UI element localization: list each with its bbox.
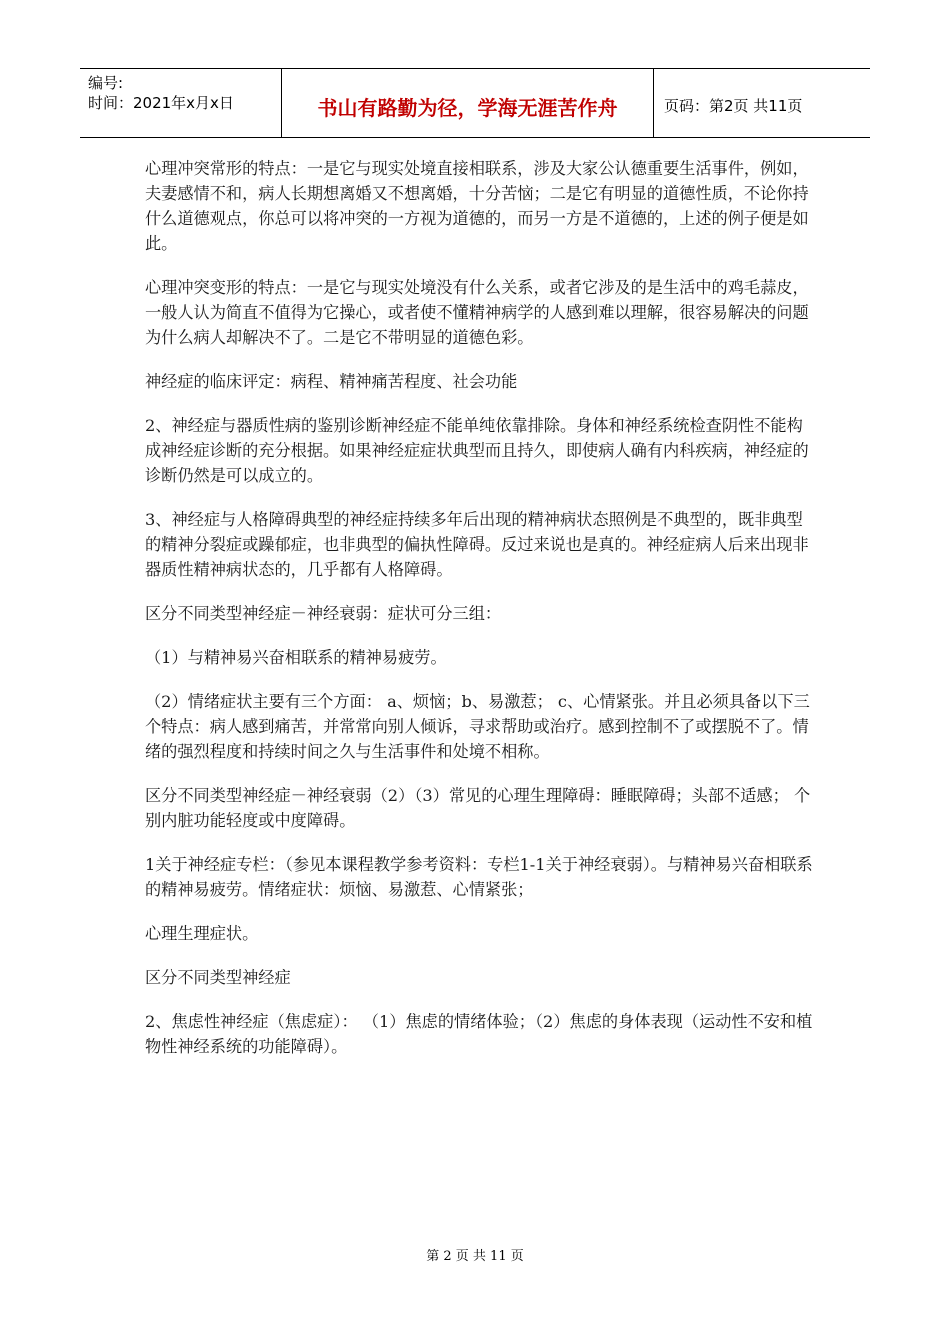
header-page-info: 页码：第2页 共11页	[664, 96, 803, 115]
page-footer: 第 2 页 共 11 页	[426, 1249, 524, 1264]
paragraph: 心理冲突变形的特点：一是它与现实处境没有什么关系，或者它涉及的是生活中的鸡毛蒜皮，一般人认为简直不值得为它操心，或者使不懂精神病学的人感到难以理解，很容易解决的问题为什么病人却解决不了。二是它不带明显的道德色彩。	[145, 278, 809, 347]
header-date-label: 时间：2021年x月x日	[88, 94, 234, 112]
paragraph: 2、神经症与器质性病的鉴别诊断神经症不能单纯依靠排除。身体和神经系统检查阴性不能构成神经症诊断的充分根据。如果神经症症状典型而且持久，即使病人确有内科疾病，神经症的诊断仍然是可以成立的。	[145, 416, 809, 485]
page-header	[80, 68, 870, 138]
paragraph: （2）情绪症状主要有三个方面： a、烦恼；b、易激惹； c、心情紧张。并且必须具备以下三个特点：病人感到痛苦，并常常向别人倾诉，寻求帮助或治疗。感到控制不了或摆脱不了。情绪的强烈程度和持续时间之久与生活事件和处境不相称。	[145, 692, 810, 761]
document-body	[145, 156, 815, 1078]
paragraph: 2、焦虑性神经症（焦虑症）： （1）焦虑的情绪体验；（2）焦虑的身体表现（运动性不安和植物性神经系统的功能障碍）。	[145, 1012, 813, 1056]
paragraph: 心理冲突常形的特点：一是它与现实处境直接相联系，涉及大家公认德重要生活事件，例如，夫妻感情不和，病人长期想离婚又不想离婚，十分苦恼；二是它有明显的道德性质，不论你持什么道德观点，你总可以将冲突的一方视为道德的，而另一方是不道德的，上述的例子便是如此。	[145, 159, 809, 253]
paragraph: （1）与精神易兴奋相联系的精神易疲劳。	[145, 648, 447, 667]
paragraph: 区分不同类型神经症－神经衰弱：症状可分三组：	[145, 604, 502, 623]
paragraph: 心理生理症状。	[145, 924, 259, 943]
paragraph: 区分不同类型神经症－神经衰弱（2）（3）常见的心理生理障碍：睡眠障碍；头部不适感； 个别内脏功能轻度或中度障碍。	[145, 786, 811, 830]
header-motto: 书山有路勤为径，学海无涯苦作舟	[282, 69, 654, 137]
paragraph: 区分不同类型神经症	[145, 968, 291, 987]
paragraph: 神经症的临床评定：病程、精神痛苦程度、社会功能	[145, 372, 518, 391]
paragraph: 3、神经症与人格障碍典型的神经症持续多年后出现的精神病状态照例是不典型的，既非典型的精神分裂症或躁郁症，也非典型的偏执性障碍。反过来说也是真的。神经症病人后来出现非器质性精神病状态的，几乎都有人格障碍。	[145, 510, 809, 579]
paragraph: 1关于神经症专栏：（参见本课程教学参考资料：专栏1-1关于神经衰弱）。与精神易兴奋相联系的精神易疲劳。情绪症状：烦恼、易激惹、心情紧张；	[145, 855, 813, 899]
header-meta-cell	[80, 69, 282, 137]
header-number-label: 编号:	[88, 74, 124, 92]
